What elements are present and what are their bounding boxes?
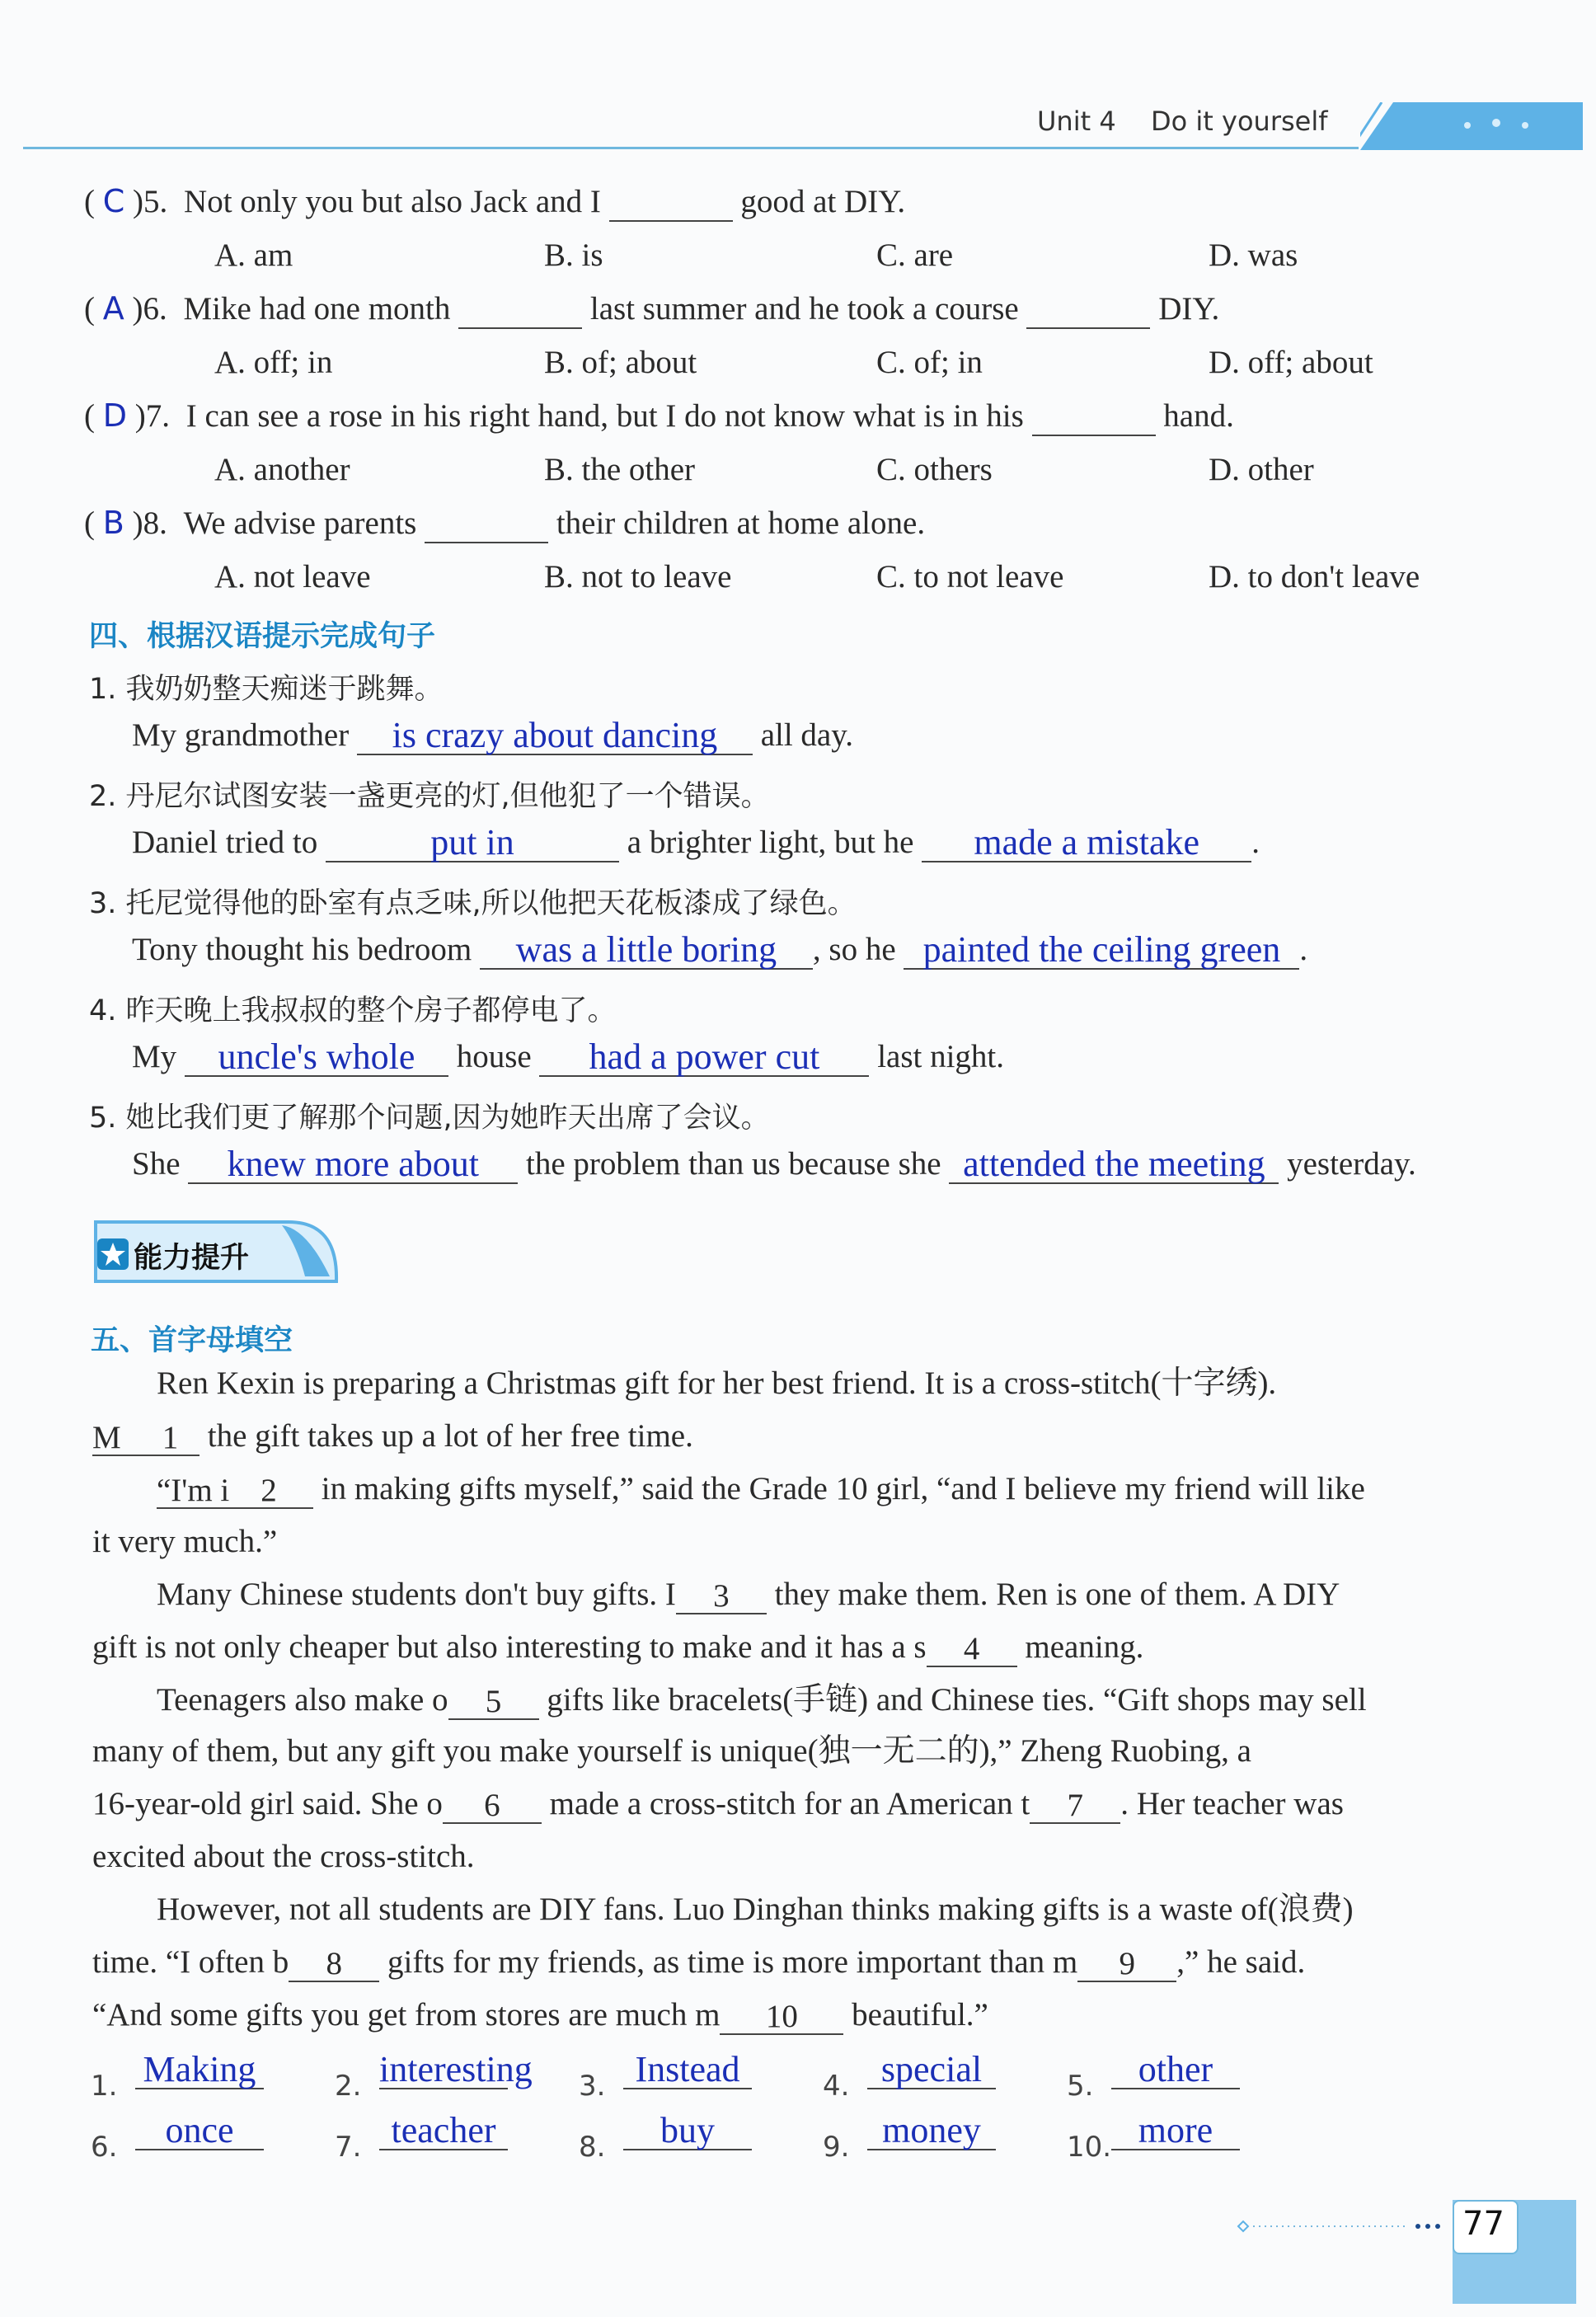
sentence-text: yesterday. [1287, 1146, 1416, 1182]
passage-line: excited about the cross-stitch. [92, 1839, 475, 1874]
answer-blank: painted the ceiling green [904, 932, 1299, 970]
answer-label: 10. [1067, 2131, 1112, 2164]
mcq-number: )7. [134, 398, 171, 434]
mcq-blank [609, 184, 733, 222]
mcq-option-c: C. to not leave [876, 559, 1064, 595]
passage-line [157, 1680, 1367, 1720]
blank-number: 6 [443, 1786, 542, 1824]
passage-text: Teenagers also make o [157, 1682, 448, 1718]
mcq-option-d: D. was [1209, 237, 1298, 273]
initial-letter: “I'm i [157, 1473, 230, 1508]
cn-prompt-5: 5. 她比我们更了解那个问题,因为她昨天出席了会议。 [89, 1102, 770, 1135]
passage-text: Many Chinese students don't buy gifts. I [157, 1577, 676, 1612]
mcq-stem: their children at home alone. [556, 505, 926, 541]
mcq-item-6: ( A )6. Mike had one month last summer and he took a course DIY. [84, 289, 1219, 329]
mcq-stem: hand. [1163, 398, 1234, 434]
passage-line [157, 1575, 1340, 1614]
mcq-answer: C [102, 183, 125, 219]
blank-number: 3 [676, 1577, 767, 1614]
answer-label: 4. [823, 2070, 850, 2103]
blank-number: 2 [261, 1473, 277, 1508]
answer-blank: interesting [379, 2049, 533, 2089]
passage-text: time. “I often b [92, 1944, 289, 1980]
answer-label: 9. [823, 2131, 850, 2164]
answer-label: 3. [579, 2070, 606, 2103]
passage-line [92, 1995, 988, 2035]
cn-prompt-2: 2. 丹尼尔试图安装一盏更亮的灯,但他犯了一个错误。 [89, 780, 770, 813]
star-icon [96, 1237, 130, 1271]
passage-text: ,” he said. [1176, 1944, 1306, 1980]
sentence-text: , so he [812, 932, 896, 967]
mcq-number: )8. [132, 505, 167, 541]
blank-number: 7 [1030, 1786, 1120, 1824]
mcq-number: )5. [133, 184, 168, 219]
mcq-option-a: A. off; in [214, 345, 333, 380]
sentence-5 [132, 1144, 1416, 1184]
blank-number: 8 [289, 1944, 379, 1982]
passage-text: the gift takes up a lot of her free time. [207, 1418, 693, 1454]
answer-blank: other [1111, 2051, 1240, 2089]
mcq-option-d: D. off; about [1209, 345, 1373, 380]
sentence-text: Tony thought his bedroom [132, 932, 472, 967]
passage-text: gifts like bracelets(手链) and Chinese ties. “Gift shops may sell [547, 1682, 1367, 1718]
passage-text: made a cross-stitch for an American t [549, 1786, 1030, 1821]
answer-label: 6. [91, 2131, 118, 2164]
mcq-item-5: ( C )5. Not only you but also Jack and I good at DIY. [84, 181, 905, 222]
mcq-blank [1026, 291, 1150, 329]
mcq-option-a: A. not leave [214, 559, 371, 595]
footer-dotted-line [1235, 2218, 1449, 2235]
sentence-3 [132, 930, 1307, 970]
sentence-text: My grandmother [132, 717, 350, 753]
passage-text: gift is not only cheaper but also interesting to make and it has a s [92, 1629, 927, 1665]
answer-label: 2. [335, 2070, 362, 2103]
mcq-blank [458, 291, 582, 329]
mcq-stem: DIY. [1158, 291, 1220, 327]
mcq-stem: Mike had one month [183, 291, 451, 327]
answer-label: 8. [579, 2131, 606, 2164]
passage-line: However, not all students are DIY fans. Luo Dinghan thinks making gifts is a waste of(浪费) [157, 1892, 1354, 1927]
section-5-title: 五、首字母填空 [91, 1324, 293, 1357]
answer-blank: was a little boring [480, 932, 813, 970]
mcq-stem: We advise parents [183, 505, 417, 541]
passage-line [92, 1943, 1305, 1982]
answer-blank: Instead [623, 2051, 752, 2089]
answer-blank: teacher [379, 2113, 508, 2150]
passage-line: Ren Kexin is preparing a Christmas gift for her best friend. It is a cross-stitch(十字绣). [157, 1365, 1277, 1401]
header-title: Do it yourself [1151, 106, 1328, 137]
mcq-option-c: C. others [876, 452, 993, 487]
passage-text: they make them. Ren is one of them. A DIY [774, 1577, 1340, 1612]
cn-prompt-3: 3. 托尼觉得他的卧室有点乏味,所以他把天花板漆成了绿色。 [89, 887, 857, 920]
blank-number: 10 [720, 1997, 843, 2035]
mcq-stem: Not only you but also Jack and I [184, 184, 601, 219]
header-unit: Unit 4 [1037, 106, 1116, 137]
mcq-number: )6. [132, 291, 167, 327]
answer-blank: Making [135, 2051, 264, 2089]
mcq-option-b: B. the other [544, 452, 696, 487]
mcq-answer: A [102, 290, 124, 327]
section-4-title: 四、根据汉语提示完成句子 [89, 620, 436, 653]
answer-blank: put in [326, 825, 619, 862]
mcq-answer: D [102, 397, 128, 434]
mcq-option-a: A. am [214, 237, 293, 273]
mcq-option-a: A. another [214, 452, 350, 487]
blank-number: 5 [448, 1682, 539, 1720]
sentence-text: . [1299, 932, 1308, 967]
mcq-blank [425, 505, 548, 543]
passage-line: it very much.” [92, 1524, 278, 1559]
answer-blank: buy [623, 2113, 752, 2150]
mcq-blank [1032, 398, 1156, 436]
mcq-stem: last summer and he took a course [589, 291, 1019, 327]
mcq-stem: good at DIY. [740, 184, 906, 219]
mcq-option-d: D. other [1209, 452, 1314, 487]
passage-text: “And some gifts you get from stores are much m [92, 1997, 721, 2033]
sentence-2 [132, 823, 1260, 862]
answer-blank: made a mistake [922, 825, 1251, 862]
passage-text: gifts for my friends, as time is more important than m [387, 1944, 1078, 1980]
ability-banner-title: 能力提升 [134, 1242, 250, 1275]
answer-blank: once [135, 2113, 264, 2150]
sentence-text: . [1251, 825, 1260, 860]
header-rule [23, 147, 1359, 149]
blank-number: 4 [927, 1629, 1017, 1667]
mcq-option-b: B. of; about [544, 345, 697, 380]
blank-number: 9 [1077, 1944, 1176, 1982]
initial-letter: M [92, 1420, 121, 1455]
answer-blank: money [867, 2113, 996, 2150]
mcq-option-c: C. are [876, 237, 954, 273]
blank-number: 1 [162, 1420, 179, 1455]
header-band [1360, 102, 1583, 150]
sentence-text: My [132, 1039, 177, 1074]
answer-label: 5. [1067, 2070, 1094, 2103]
mcq-option-b: B. is [544, 237, 603, 273]
mcq-stem: I can see a rose in his right hand, but I do not know what is in his [185, 398, 1024, 434]
answer-blank: special [867, 2051, 996, 2089]
mcq-option-d: D. to don't leave [1209, 559, 1420, 595]
answer-blank: had a power cut [539, 1039, 869, 1077]
answer-blank: knew more about [188, 1146, 518, 1184]
page-number: 77 [1462, 2205, 1504, 2243]
mcq-option-b: B. not to leave [544, 559, 732, 595]
passage-text: . Her teacher was [1120, 1786, 1344, 1821]
sentence-1 [132, 716, 853, 755]
sentence-text: all day. [760, 717, 853, 753]
answer-blank: more [1111, 2113, 1240, 2150]
passage-line [92, 1628, 1143, 1667]
sentence-text: the problem than us because she [526, 1146, 941, 1182]
sentence-text: She [132, 1146, 181, 1182]
answer-blank: uncle's whole [185, 1039, 448, 1077]
answer-blank: attended the meeting [949, 1146, 1279, 1184]
answer-label: 1. [91, 2070, 118, 2103]
mcq-answer: B [102, 505, 124, 541]
passage-line [157, 1469, 1365, 1509]
passage-line [92, 1417, 693, 1456]
answer-blank: is crazy about dancing [357, 717, 753, 755]
mcq-item-7: ( D )7. I can see a rose in his right hand, but I do not know what is in his hand. [84, 396, 1234, 436]
passage-text: in making gifts myself,” said the Grade 10 girl, “and I believe my friend will like [321, 1471, 1365, 1506]
cn-prompt-4: 4. 昨天晚上我叔叔的整个房子都停电了。 [89, 994, 617, 1027]
sentence-text: last night. [877, 1039, 1005, 1074]
sentence-text: house [456, 1039, 532, 1074]
mcq-item-8: ( B )8. We advise parents their children at home alone. [84, 503, 925, 543]
passage-text: beautiful.” [852, 1997, 988, 2033]
passage-line: many of them, but any gift you make yourself is unique(独一无二的),” Zheng Ruobing, a [92, 1733, 1251, 1769]
sentence-4 [132, 1037, 1004, 1077]
passage-text: 16-year-old girl said. She o [92, 1786, 443, 1821]
cn-prompt-1: 1. 我奶奶整天痴迷于跳舞。 [89, 673, 444, 706]
sentence-text: a brighter light, but he [627, 825, 914, 860]
passage-line [92, 1784, 1344, 1824]
passage-text: meaning. [1025, 1629, 1144, 1665]
mcq-option-c: C. of; in [876, 345, 983, 380]
answer-label: 7. [335, 2131, 362, 2164]
sentence-text: Daniel tried to [132, 825, 318, 860]
